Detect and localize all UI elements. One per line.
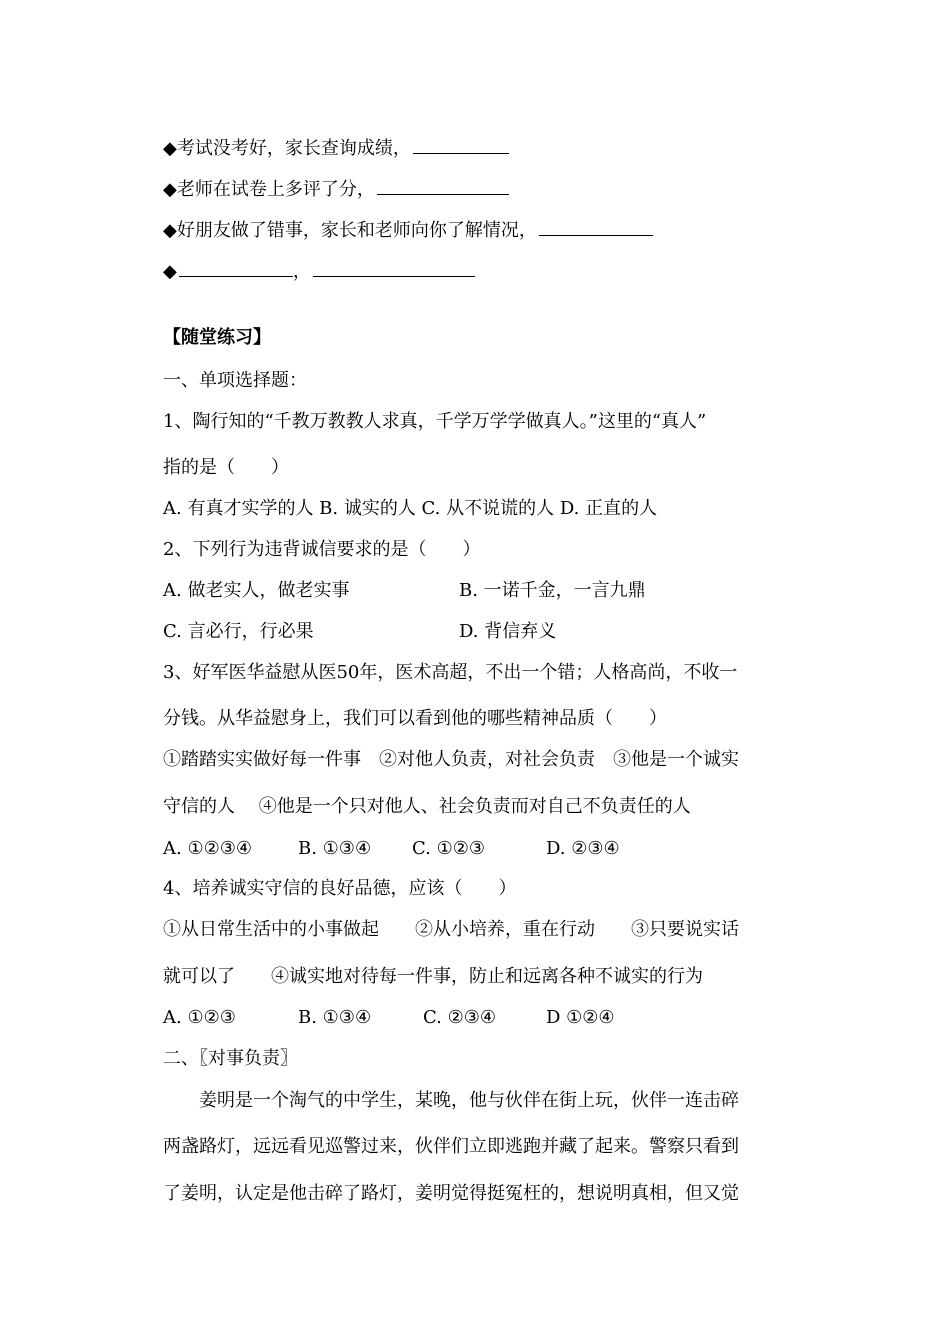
q3-stem-line2: 分钱。从华益慰身上，我们可以看到他的哪些精神品质（ ） xyxy=(163,708,667,729)
q2-option-b: B. 一诺千金，一言九鼎 xyxy=(459,580,646,601)
q3-stem-line3: ①踏踏实实做好每一件事 ②对他人负责，对社会负责 ③他是一个诚实 xyxy=(163,749,739,770)
q4-option-c: C. ②③④ xyxy=(423,1007,496,1028)
bullet-text: ◆考试没考好，家长查询成绩， xyxy=(163,138,411,159)
q1-options: A. 有真才实学的人 B. 诚实的人 C. 从不说谎的人 D. 正直的人 xyxy=(163,498,658,519)
q3-stem-line4: 守信的人 ④他是一个只对他人、社会负责而对自己不负责任的人 xyxy=(163,796,691,817)
answer-blank[interactable] xyxy=(377,176,509,195)
q3-option-b: B. ①③④ xyxy=(298,838,372,859)
q3-option-a: A. ①②③④ xyxy=(163,838,252,859)
q3-stem-line1: 3、好军医华益慰从医50年，医术高超，不出一个错；人格高尚，不收一 xyxy=(163,662,738,683)
bullet-text: ◆老师在试卷上多评了分， xyxy=(163,179,375,200)
story-line1: 姜明是一个淘气的中学生，某晚，他与伙伴在街上玩，伙伴一连击碎 xyxy=(199,1090,739,1111)
bullet-line-1 xyxy=(163,135,509,161)
q1-stem-line2: 指的是（ ） xyxy=(163,457,289,478)
story-line3: 了姜明，认定是他击碎了路灯，姜明觉得挺冤枉的，想说明真相，但又觉 xyxy=(163,1183,739,1204)
part1-title: 一、单项选择题： xyxy=(163,370,307,391)
answer-blank[interactable] xyxy=(313,258,475,277)
answer-blank[interactable] xyxy=(539,217,653,236)
bullet-separator: ， xyxy=(292,261,311,282)
q4-stem-line1: ①从日常生活中的小事做起 ②从小培养，重在行动 ③只要说实话 xyxy=(163,919,739,940)
bullet-line-4 xyxy=(163,258,475,284)
q2-option-c: C. 言必行，行必果 xyxy=(163,621,314,642)
q4-option-b: B. ①③④ xyxy=(298,1007,372,1028)
q3-option-d: D. ②③④ xyxy=(546,838,620,859)
answer-blank[interactable] xyxy=(179,258,293,277)
q4-stem-line2: 就可以了 ④诚实地对待每一件事，防止和远离各种不诚实的行为 xyxy=(163,966,703,987)
bullet-text: ◆ xyxy=(163,261,177,282)
q4-option-a: A. ①②③ xyxy=(163,1007,236,1028)
q4-stem: 4、培养诚实守信的良好品德，应该（ ） xyxy=(163,878,517,899)
bullet-line-2 xyxy=(163,176,509,202)
q2-option-a: A. 做老实人，做老实事 xyxy=(163,580,350,601)
part2-title: 二、〖对事负责〗 xyxy=(163,1048,298,1069)
bullet-line-3 xyxy=(163,217,653,243)
q4-option-d: D ①②④ xyxy=(546,1007,615,1028)
bullet-text: ◆好朋友做了错事，家长和老师向你了解情况， xyxy=(163,220,537,241)
q2-option-d: D. 背信弃义 xyxy=(459,621,557,642)
q1-stem-line1: 1、陶行知的“千教万教教人求真，千学万学学做真人。”这里的“真人” xyxy=(163,411,707,432)
section-title: 【随堂练习】 xyxy=(163,327,271,348)
story-line2: 两盏路灯，远远看见巡警过来，伙伴们立即逃跑并藏了起来。警察只看到 xyxy=(163,1136,739,1157)
answer-blank[interactable] xyxy=(413,135,509,154)
q2-stem: 2、下列行为违背诚信要求的是（ ） xyxy=(163,539,481,560)
q3-option-c: C. ①②③ xyxy=(412,838,485,859)
